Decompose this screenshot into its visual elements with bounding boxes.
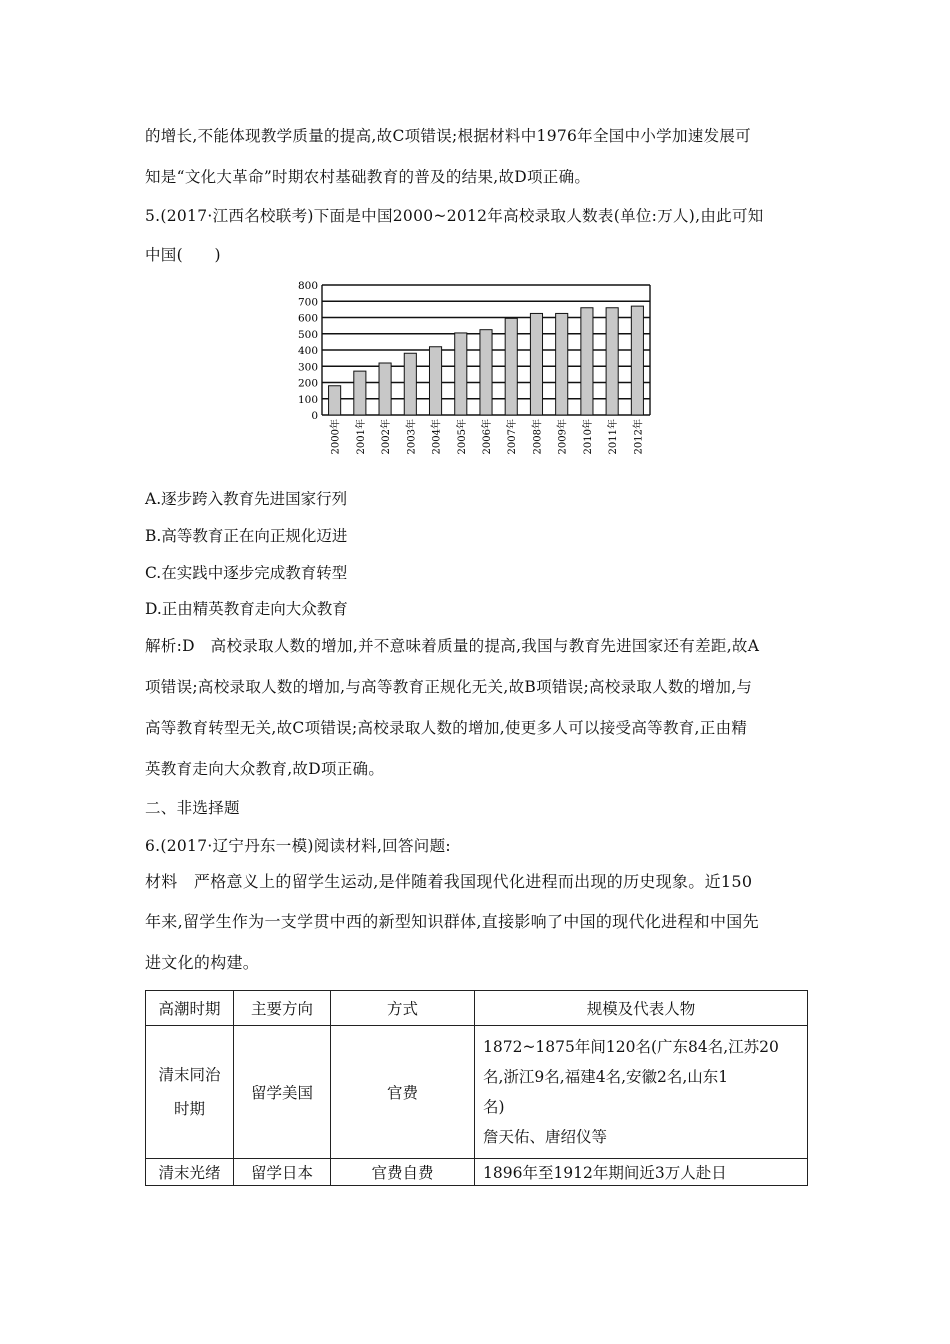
option-b: B.高等教育正在向正规化迈进 [145,527,348,545]
explanation-line-3: 高等教育转型无关,故C项错误;高校录取人数的增加,使更多人可以接受高等教育,正由精 [145,719,748,737]
bar [329,386,341,415]
row1-scale-d: 詹天佑、唐绍仪等 [483,1128,608,1146]
table-row [146,1159,808,1186]
row2-method: 官费自费 [331,1159,475,1186]
x-tick-label: 2007年 [507,419,519,455]
y-tick-label: 700 [297,296,318,309]
study-abroad-table [145,990,808,1186]
material-line-3: 进文化的构建。 [145,953,260,972]
question-6: 6.(2017·辽宁丹东一模)阅读材料,回答问题: [145,837,451,855]
x-tick-label: 2012年 [633,419,645,455]
bar [354,371,366,415]
header-method: 方式 [331,991,475,1026]
answer-text-line-2: 知是“文化大革命”时期农村基础教育的普及的结果,故D项正确。 [145,168,591,186]
section-heading: 二、非选择题 [145,799,240,817]
admissions-bar-chart [292,272,662,457]
y-tick-label: 500 [297,328,318,341]
bar [505,318,517,415]
header-period: 高潮时期 [146,991,234,1026]
row2-direction: 留学日本 [234,1159,331,1186]
header-scale: 规模及代表人物 [475,991,808,1026]
option-d: D.正由精英教育走向大众教育 [145,600,348,618]
bar [581,308,593,415]
table-row [146,1026,808,1159]
x-tick-label: 2002年 [381,419,393,455]
question-5-line-2: 中国( ) [145,246,221,264]
x-tick-label: 2008年 [532,419,544,455]
table-header-row [146,991,808,1026]
explanation-line-4: 英教育走向大众教育,故D项正确。 [145,760,385,778]
row1-period-b: 时期 [173,1100,205,1118]
bar [480,330,492,415]
row1-direction: 留学美国 [234,1026,331,1159]
x-tick-label: 2003年 [406,419,418,455]
x-tick-label: 2010年 [582,419,594,455]
bar [631,306,643,415]
bar [530,313,542,415]
answer-text-line-1: 的增长,不能体现教学质量的提高,故C项错误;根据材料中1976年全国中小学加速发展可 [145,127,751,145]
y-tick-label: 100 [297,393,318,406]
bar [455,333,467,415]
material-line-2: 年来,留学生作为一支学贯中西的新型知识群体,直接影响了中国的现代化进程和中国先 [145,912,759,931]
row1-period [146,1026,234,1159]
row2-period: 清末光绪 [146,1159,234,1186]
bar [404,353,416,415]
row1-scale [475,1026,808,1159]
y-tick-label: 300 [297,361,318,374]
y-tick-label: 0 [311,410,318,422]
bar [606,308,618,415]
explanation-line-1: 解析:D 高校录取人数的增加,并不意味着质量的提高,我国与教育先进国家还有差距,故A [145,637,760,655]
row1-period-a: 清末同治 [158,1066,221,1084]
x-tick-label: 2006年 [482,419,493,455]
x-tick-label: 2004年 [431,419,443,455]
x-tick-label: 2000年 [330,419,342,455]
option-c: C.在实践中逐步完成教育转型 [145,564,348,582]
x-tick-label: 2009年 [557,419,569,455]
bar [556,313,568,415]
bar [429,347,441,415]
y-tick-label: 400 [297,345,318,357]
x-tick-label: 2005年 [456,419,468,455]
row1-method: 官费 [331,1026,475,1159]
y-tick-label: 200 [297,377,318,390]
explanation-line-2: 项错误;高校录取人数的增加,与高等教育正规化无关,故B项错误;高校录取人数的增加,与 [145,678,753,696]
y-tick-label: 800 [297,280,318,292]
header-direction: 主要方向 [234,991,331,1026]
y-tick-label: 600 [297,312,318,325]
x-tick-label: 2011年 [608,419,620,455]
option-a: A.逐步跨入教育先进国家行列 [145,490,348,508]
row1-scale-c: 名) [483,1098,505,1116]
bar [379,363,391,415]
row2-scale: 1896年至1912年期间近3万人赴日 [475,1159,808,1186]
question-5-line-1: 5.(2017·江西名校联考)下面是中国2000~2012年高校录取人数表(单位:万人),由此可知 [145,207,764,225]
x-tick-label: 2001年 [355,419,367,455]
material-line-1: 材料 严格意义上的留学生运动,是伴随着我国现代化进程而出现的历史现象。近150 [145,872,753,891]
row1-scale-a: 1872~1875年间120名(广东84名,江苏20 [483,1038,779,1056]
row1-scale-b: 名,浙江9名,福建4名,安徽2名,山东1 [483,1068,729,1086]
